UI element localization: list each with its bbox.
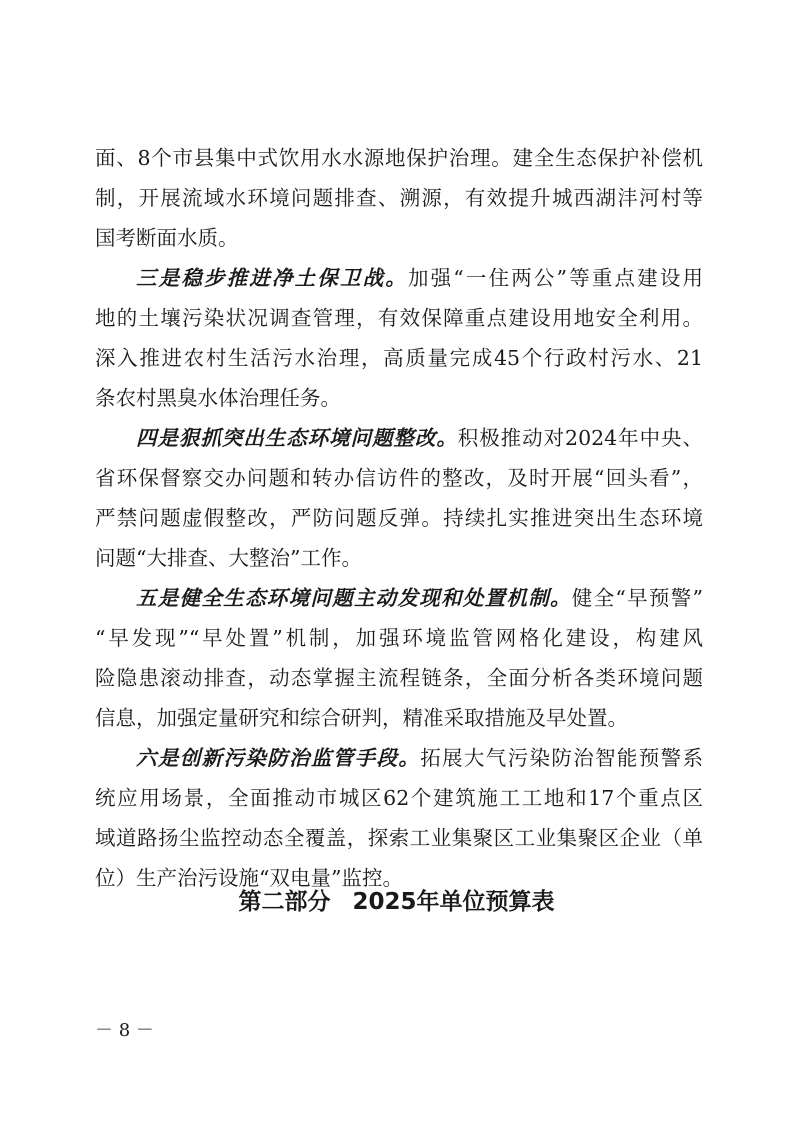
text-line: 域道路扬尘监控动态全覆盖，探索工业集聚区工业集聚区企业（单 [95, 826, 703, 850]
section-first-line-text: 健全“早预警” [571, 586, 703, 610]
section-first-line [136, 422, 703, 454]
text-line: 制，开展流域水环境问题排查、溯源，有效提升城西湖沣河村等 [95, 186, 703, 210]
section-first-line-text: 积极推动对2024年中央、 [457, 426, 704, 450]
section-lead-heading: 四是狠抓突出生态环境问题整改。 [136, 426, 458, 450]
part-title [0, 884, 793, 920]
section-lead-heading: 五是健全生态环境问题主动发现和处置机制。 [136, 586, 572, 610]
text-line: 信息，加强定量研究和综合研判，精准采取措施及早处置。 [95, 706, 628, 730]
section-first-line [136, 742, 703, 774]
text-line: 国考断面水质。 [95, 226, 239, 250]
section-first-line-text: 加强“一住两公”等重点建设用 [407, 266, 703, 290]
text-line: 严禁问题虚假整改，严防问题反弹。持续扎实推进突出生态环境 [95, 506, 703, 530]
section-first-line [136, 582, 703, 614]
text-line: 统应用场景，全面推动市城区62个建筑施工工地和17个重点区 [95, 786, 703, 810]
text-line: 深入推进农村生活污水治理，高质量完成45个行政村污水、21 [95, 346, 703, 370]
text-line: 问题“大排查、大整治”工作。 [95, 546, 362, 570]
text-line: 位）生产治污设施“双电量”监控。 [95, 866, 403, 890]
text-line: 地的土壤污染状况调查管理，有效保障重点建设用地安全利用。 [95, 306, 703, 330]
section-lead-heading: 三是稳步推进净土保卫战。 [136, 266, 408, 290]
text-line: “早发现”“早处置”机制，加强环境监管网格化建设，构建风 [95, 626, 703, 650]
text-line: 面、8个市县集中式饮用水水源地保护治理。建全生态保护补偿机 [95, 146, 703, 170]
text-line: 省环保督察交办问题和转办信访件的整改，及时开展“回头看”， [95, 466, 703, 490]
page-number: － 8 － [95, 1020, 154, 1041]
section-lead-heading: 六是创新污染防治监管手段。 [136, 746, 421, 770]
section-first-line-text: 拓展大气污染防治智能预警系 [420, 746, 704, 770]
part-title-name: 2025年单位预算表 [352, 889, 555, 915]
section-first-line [136, 262, 703, 294]
part-title-part: 第二部分 [238, 889, 331, 915]
text-line: 险隐患滚动排查，动态掌握主流程链条，全面分析各类环境问题 [95, 666, 703, 690]
text-line: 条农村黑臭水体治理任务。 [95, 386, 341, 410]
